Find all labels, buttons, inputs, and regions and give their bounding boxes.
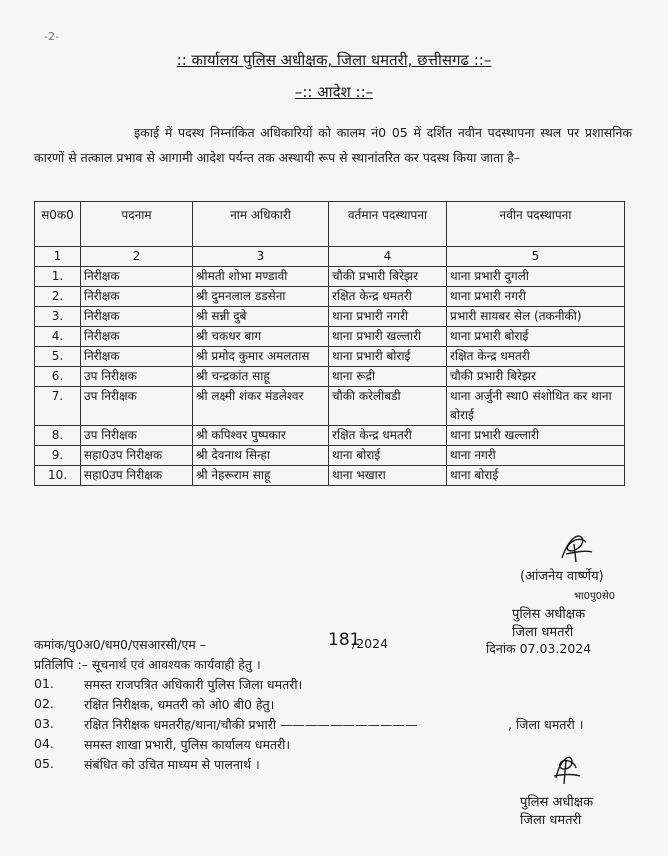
copy-item-number: 01. (34, 676, 54, 691)
copy-to-heading: प्रतिलिपि :– सूचनार्थ एवं आवश्यक कार्यवाही हेतु । (34, 657, 261, 672)
row-rank: उप निरीक्षक (81, 426, 193, 446)
table-row (35, 347, 625, 367)
row-officer-name: श्री लक्ष्मी शंकर मंडलेश्वर (193, 387, 329, 426)
row-current-posting: थाना प्रभारी खल्लारी (329, 327, 447, 347)
row-current-posting: रक्षित केन्द्र धमतरी (329, 287, 447, 307)
order-date: दिनांक 07.03.2024 (486, 641, 592, 656)
row-current-posting: चौकी प्रभारी बिरेझर (329, 267, 447, 287)
intro-paragraph: इकाई में पदस्थ निम्नांकित अधिकारियों को कालम नं0 05 में दर्शित नवीन पदस्थापना स्थल पर प्रशासनिक कारणों से तत्काल प्रभाव से आगामी आदेश पर्यन्त तक अस्थायी रूप से स्थानांतरित कर पदस्थ किया जाता है– (34, 125, 632, 165)
colnum-2: 2 (81, 247, 193, 267)
signatory-designation: पुलिस अधीक्षक (512, 607, 586, 622)
row-new-posting: थाना बोराई (447, 466, 625, 486)
row-sno: 1. (35, 267, 81, 287)
row-officer-name: श्री कपिश्वर पुष्पकार (193, 426, 329, 446)
row-rank: सहा0उप निरीक्षक (81, 466, 193, 486)
colnum-4: 4 (329, 247, 447, 267)
row-officer-name: श्री चन्द्रकांत साहू (193, 367, 329, 387)
row-sno: 2. (35, 287, 81, 307)
copy-item-3-tail: , जिला धमतरी । (508, 717, 584, 732)
copy-item-number: 04. (34, 736, 54, 751)
header-rank: पदनाम (81, 202, 193, 247)
table-row (35, 307, 625, 327)
order-heading: –:: आदेश ::– (294, 83, 374, 101)
signatory-district: जिला धमतरी (512, 625, 574, 640)
row-officer-name: श्री सन्नी दुबे (193, 307, 329, 327)
row-current-posting: थाना प्रभारी बोराई (329, 347, 447, 367)
table-row (35, 387, 625, 426)
row-rank: निरीक्षक (81, 327, 193, 347)
row-current-posting: थाना बोराई (329, 446, 447, 466)
row-rank: निरीक्षक (81, 287, 193, 307)
row-new-posting: थाना प्रभारी दुगली (447, 267, 625, 287)
table-header-row (35, 202, 625, 247)
row-new-posting: थाना प्रभारी बोराई (447, 327, 625, 347)
copy-item-text: समस्त शाखा प्रभारी, पुलिस कार्यालय धमतरी। (84, 737, 291, 752)
row-officer-name: श्री चकधर बाग (193, 327, 329, 347)
row-current-posting: रक्षित केन्द्र धमतरी (329, 426, 447, 446)
row-sno: 5. (35, 347, 81, 367)
row-new-posting: चौकी प्रभारी बिरेझर (447, 367, 625, 387)
bottom-signatory-designation: पुलिस अधीक्षक (520, 795, 594, 810)
row-sno: 6. (35, 367, 81, 387)
header-new-posting: नवीन पदस्थापना (447, 202, 625, 247)
table-row (35, 287, 625, 307)
colnum-3: 3 (193, 247, 329, 267)
copy-item-text: रक्षित निरीक्षक, धमतरी को ओ0 बी0 हेतु। (84, 697, 275, 712)
reference-number: 181 (328, 630, 361, 650)
row-sno: 4. (35, 327, 81, 347)
row-rank: सहा0उप निरीक्षक (81, 446, 193, 466)
row-sno: 8. (35, 426, 81, 446)
row-new-posting: थाना प्रभारी खल्लारी (447, 426, 625, 446)
table-row (35, 446, 625, 466)
colnum-5: 5 (447, 247, 625, 267)
copy-item-text: संबंधित को उचित माध्यम से पालनार्थ । (84, 757, 260, 772)
office-title: :: कार्यालय पुलिस अधीक्षक, जिला धमतरी, छत्तीसगढ ::– (176, 51, 492, 69)
row-officer-name: श्री दुमनलाल डडसेना (193, 287, 329, 307)
signature-mark-icon (556, 528, 596, 566)
row-new-posting: थाना नगरी (447, 446, 625, 466)
copy-item-text: समस्त राजपत्रित अधिकारी पुलिस जिला धमतरी। (84, 677, 303, 692)
bottom-signature-mark-icon (548, 748, 584, 788)
header-name: नाम अधिकारी (193, 202, 329, 247)
signatory-name: (आंजनेय वार्ष्णेय) (520, 569, 604, 584)
row-new-posting: थाना अर्जुनी स्था0 संशोधित कर थाना बोराई (447, 387, 625, 426)
row-rank: उप निरीक्षक (81, 387, 193, 426)
row-new-posting: प्रभारी सायबर सेल (तकनीकी) (447, 307, 625, 327)
table-row (35, 466, 625, 486)
row-sno: 7. (35, 387, 81, 426)
header-sno: स0क0 (35, 202, 81, 247)
row-new-posting: रक्षित केन्द्र धमतरी (447, 347, 625, 367)
reference-year: /2024 (352, 636, 389, 651)
row-rank: निरीक्षक (81, 307, 193, 327)
copy-item-number: 03. (34, 716, 54, 731)
copy-item-text: रक्षित निरीक्षक धमतरीह/थाना/चौकी प्रभारी ——————————— (84, 717, 418, 732)
page-number: -2- (44, 30, 59, 43)
table-row (35, 327, 625, 347)
row-rank: निरीक्षक (81, 347, 193, 367)
row-officer-name: श्री नेहरूराम साहू (193, 466, 329, 486)
copy-item-number: 05. (34, 756, 54, 771)
row-rank: उप निरीक्षक (81, 367, 193, 387)
transfer-table (34, 201, 625, 486)
signatory-service: भा0पु0से0 (574, 591, 616, 602)
row-current-posting: थाना प्रभारी नगरी (329, 307, 447, 327)
row-officer-name: श्रीमती शोभा मण्डावी (193, 267, 329, 287)
row-current-posting: थाना भखारा (329, 466, 447, 486)
copy-item-number: 02. (34, 696, 54, 711)
row-officer-name: श्री देवनाथ सिन्हा (193, 446, 329, 466)
row-sno: 10. (35, 466, 81, 486)
row-sno: 9. (35, 446, 81, 466)
row-sno: 3. (35, 307, 81, 327)
colnum-1: 1 (35, 247, 81, 267)
table-row (35, 267, 625, 287)
column-number-row (35, 247, 625, 267)
row-new-posting: थाना प्रभारी नगरी (447, 287, 625, 307)
row-rank: निरीक्षक (81, 267, 193, 287)
header-current-posting: वर्तमान पदस्थापना (329, 202, 447, 247)
reference-text: कमांक/पु0अ0/धम0/एसआरसी/एम – (34, 637, 206, 652)
row-current-posting: चौकी करेलीबडी (329, 387, 447, 426)
row-officer-name: श्री प्रमोद कुमार अमलतास (193, 347, 329, 367)
bottom-signatory-district: जिला धमतरी (520, 813, 582, 828)
row-current-posting: थाना रूद्री (329, 367, 447, 387)
table-row (35, 367, 625, 387)
table-row (35, 426, 625, 446)
